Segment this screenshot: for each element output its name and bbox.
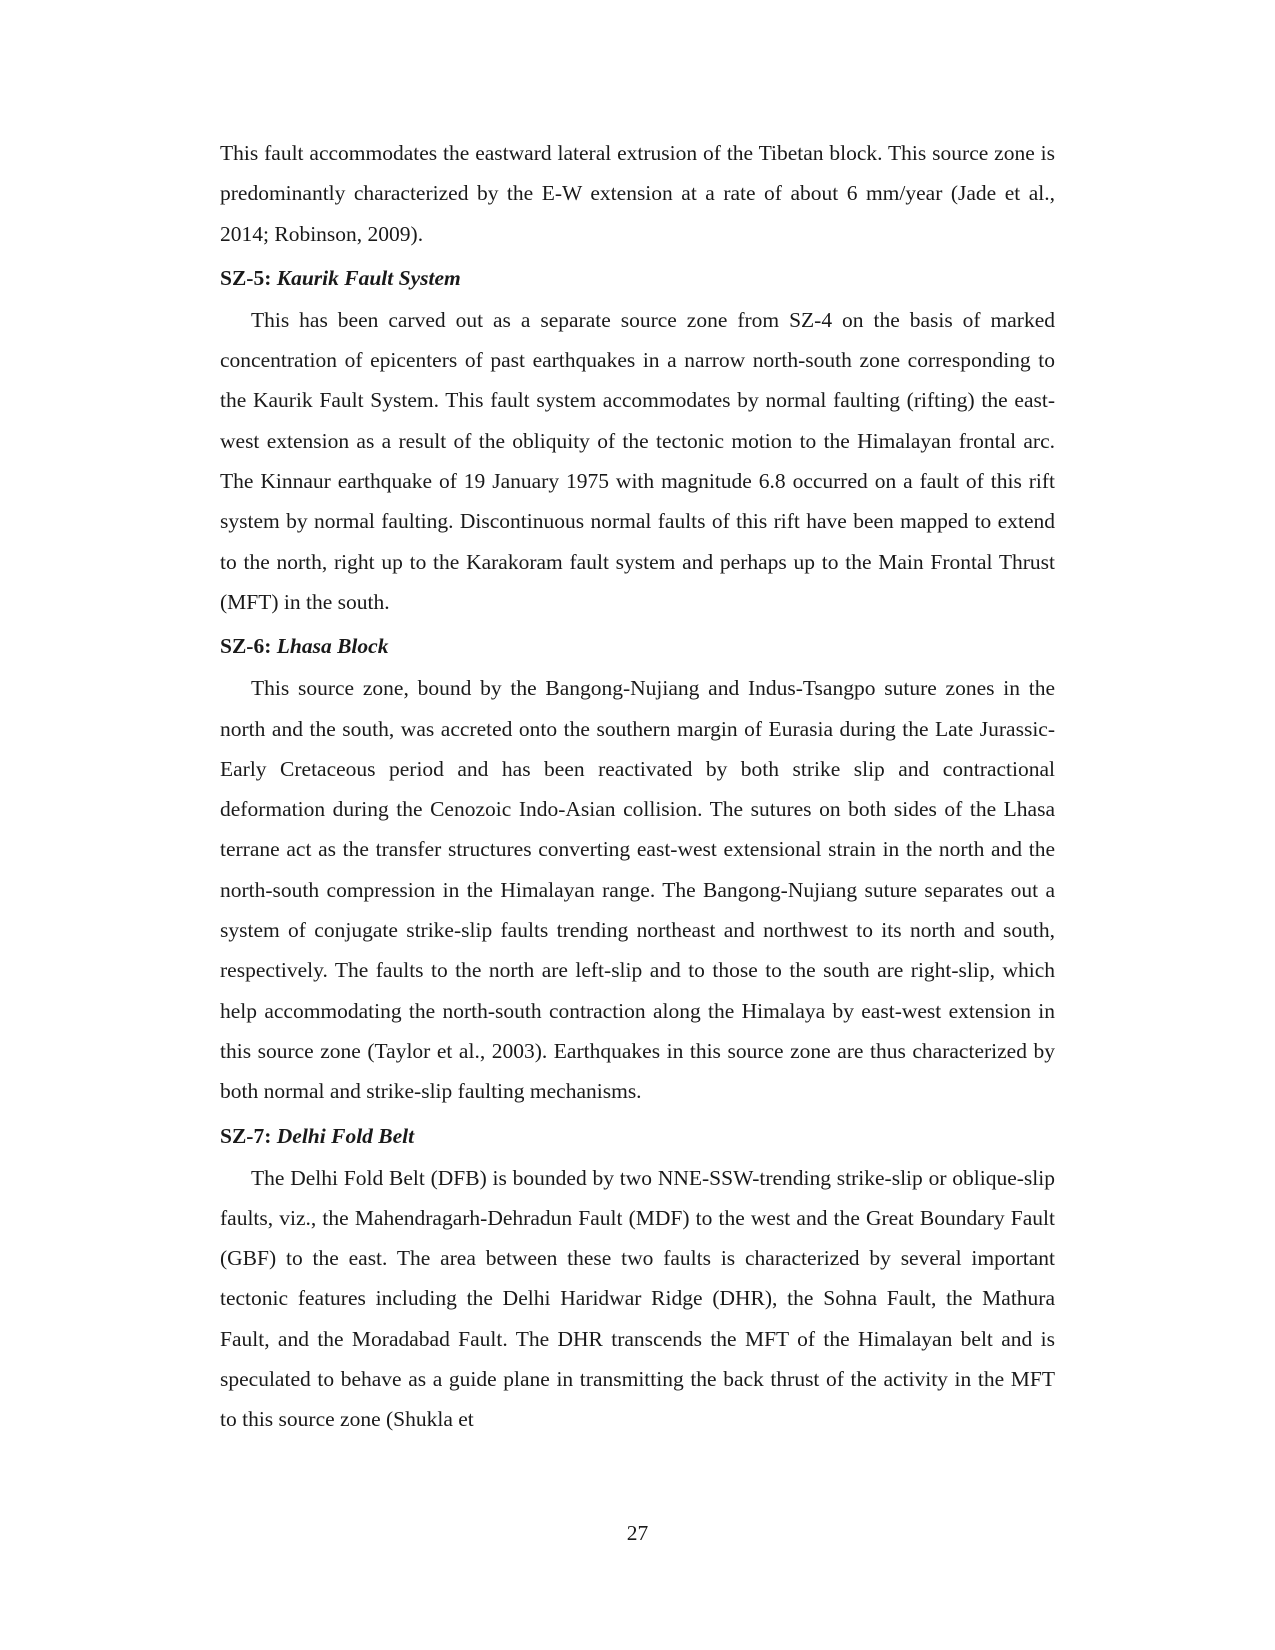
section-heading-sz6: [220, 622, 1055, 668]
section-title: Lhasa Block: [276, 634, 389, 659]
section-heading-sz5: [220, 254, 1055, 300]
page-content: [220, 133, 1055, 1440]
intro-paragraph: This fault accommodates the eastward lateral extrusion of the Tibetan block. This source zone is predominantly characterized by the E-W extension at a rate of about 6 mm/year (Jade et al., 2014; Robinson, 2009).: [220, 141, 1055, 246]
section-id: SZ-5:: [220, 265, 272, 290]
section-paragraph-sz5: This has been carved out as a separate source zone from SZ-4 on the basis of marked concentration of epicenters of past earthquakes in a narrow north-south zone corresponding to the Kaurik Fault System. This fault system accommodates by normal faulting (rifting) the east-west extension as a result of the obliquity of the tectonic motion to the Himalayan frontal arc. The Kinnaur earthquake of 19 January 1975 with magnitude 6.8 occurred on a fault of this rift system by normal faulting. Discontinuous normal faults of this rift have been mapped to extend to the north, right up to the Karakoram fault system and perhaps up to the Main Frontal Thrust (MFT) in the south.: [220, 307, 1055, 614]
page-number: 27: [626, 1521, 649, 1545]
section-id: SZ-6:: [220, 634, 272, 659]
section-title: Delhi Fold Belt: [276, 1123, 415, 1148]
section-paragraph-sz7: The Delhi Fold Belt (DFB) is bounded by two NNE-SSW-trending strike-slip or oblique-slip faults, viz., the Mahendragarh-Dehradun Fault (MDF) to the west and the Great Boundary Fault (GBF) to the east. The area between these two faults is characterized by several important tectonic features including the Delhi Haridwar Ridge (DHR), the Sohna Fault, the Mathura Fault, and the Moradabad Fault. The DHR transcends the MFT of the Himalayan belt and is speculated to behave as a guide plane in transmitting the back thrust of the activity in the MFT to this source zone (Shukla et: [220, 1165, 1055, 1432]
section-id: SZ-7:: [220, 1123, 272, 1148]
section-title: Kaurik Fault System: [276, 265, 461, 290]
section-paragraph-sz6: This source zone, bound by the Bangong-Nujiang and Indus-Tsangpo suture zones in the north and the south, was accreted onto the southern margin of Eurasia during the Late Jurassic-Early Cretaceous period and has been reactivated by both strike slip and contractional deformation during the Cenozoic Indo-Asian collision. The sutures on both sides of the Lhasa terrane act as the transfer structures converting east-west extensional strain in the north and the north-south compression in the Himalayan range. The Bangong-Nujiang suture separates out a system of conjugate strike-slip faults trending northeast and northwest to its north and south, respectively. The faults to the north are left-slip and to those to the south are right-slip, which help accommodating the north-south contraction along the Himalaya by east-west extension in this source zone (Taylor et al., 2003). Earthquakes in this source zone are thus characterized by both normal and strike-slip faulting mechanisms.: [220, 676, 1055, 1104]
section-heading-sz7: [220, 1112, 1055, 1158]
